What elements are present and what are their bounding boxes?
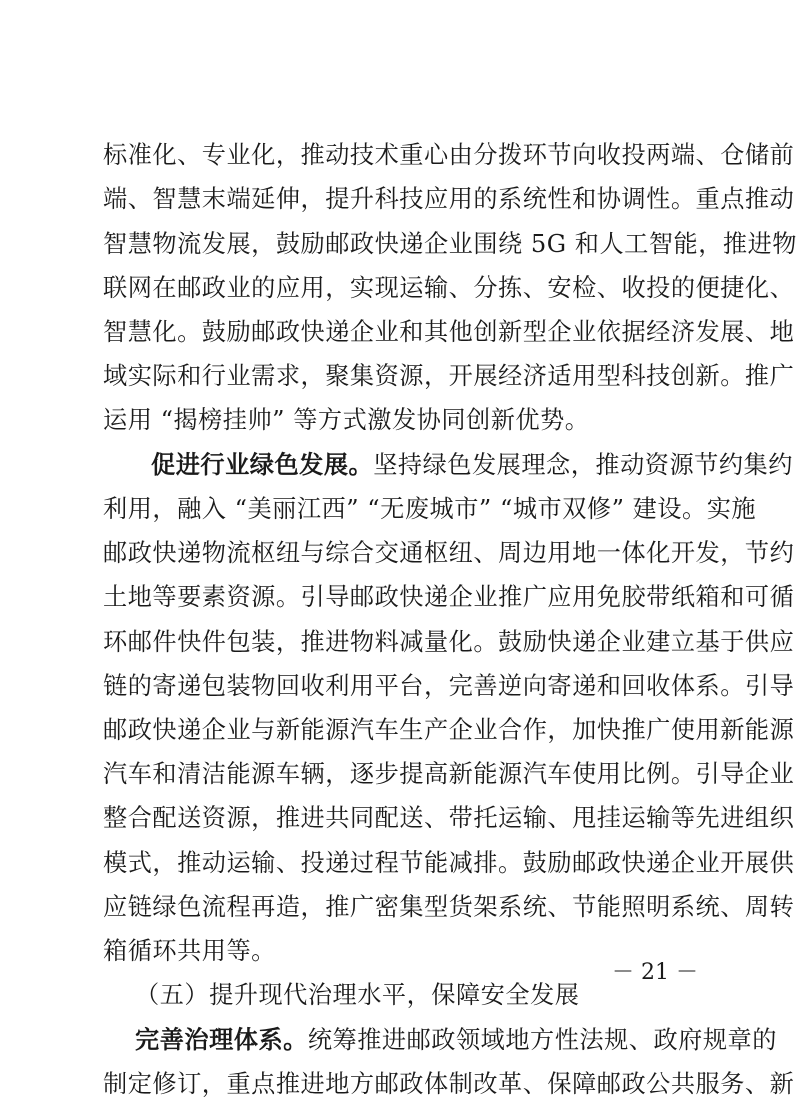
text-span: 坚持绿色发展理念，推动资源节约集约 (373, 451, 793, 479)
text-span: 统筹推进邮政领域地方性法规、政府规章的 (307, 1026, 777, 1054)
text-line: 联网在邮政业的应用，实现运输、分拣、安检、收投的便捷化、 (103, 274, 795, 302)
text-line: 运用 “揭榜挂帅” 等方式激发协同创新优势。 (103, 406, 590, 434)
paragraph-first-line (135, 1022, 777, 1058)
text-line: 标准化、专业化，推动技术重心由分拨环节向收投两端、仓储前 (103, 141, 795, 169)
text-line: 利用，融入 “美丽江西” “无废城市” “城市双修” 建设。实施 (103, 495, 757, 523)
text-line: 智慧化。鼓励邮政快递企业和其他创新型企业依据经济发展、地 (103, 318, 795, 346)
text-line: 邮政快递物流枢纽与综合交通枢纽、周边用地一体化开发，节约 (103, 539, 795, 567)
page-number: － 21 － (612, 960, 698, 985)
paragraph-first-line (151, 447, 793, 483)
text-line: 邮政快递企业与新能源汽车生产企业合作，加快推广使用新能源 (103, 716, 795, 744)
text-line: 箱循环共用等。 (103, 937, 276, 965)
section-heading: （五）提升现代治理水平，保障安全发展 (135, 981, 580, 1009)
text-line: 土地等要素资源。引导邮政快递企业推广应用免胶带纸箱和可循 (103, 583, 795, 611)
text-line: 链的寄递包装物回收利用平台，完善逆向寄递和回收体系。引导 (103, 672, 795, 700)
text-line: 应链绿色流程再造，推广密集型货架系统、节能照明系统、周转 (103, 893, 795, 921)
text-line: 汽车和清洁能源车辆，逐步提高新能源汽车使用比例。引导企业 (103, 760, 795, 788)
text-line: 域实际和行业需求，聚集资源，开展经济适用型科技创新。推广 (103, 362, 795, 390)
text-line: 整合配送资源，推进共同配送、带托运输、甩挂运输等先进组织 (103, 804, 795, 832)
paragraph-heading-green-development: 促进行业绿色发展。 (151, 450, 374, 479)
text-line: 环邮件快件包装，推进物料减量化。鼓励快递企业建立基于供应 (103, 628, 795, 656)
paragraph-heading-governance: 完善治理体系。 (135, 1025, 308, 1054)
text-line: 端、智慧末端延伸，提升科技应用的系统性和协调性。重点推动 (103, 185, 795, 213)
text-line: 智慧物流发展，鼓励邮政快递企业围绕 5G 和人工智能，推进物 (103, 230, 797, 258)
text-line: 模式，推动运输、投递过程节能减排。鼓励邮政快递企业开展供 (103, 849, 795, 877)
text-line: 制定修订，重点推进地方邮政体制改革、保障邮政公共服务、新 (103, 1070, 795, 1098)
